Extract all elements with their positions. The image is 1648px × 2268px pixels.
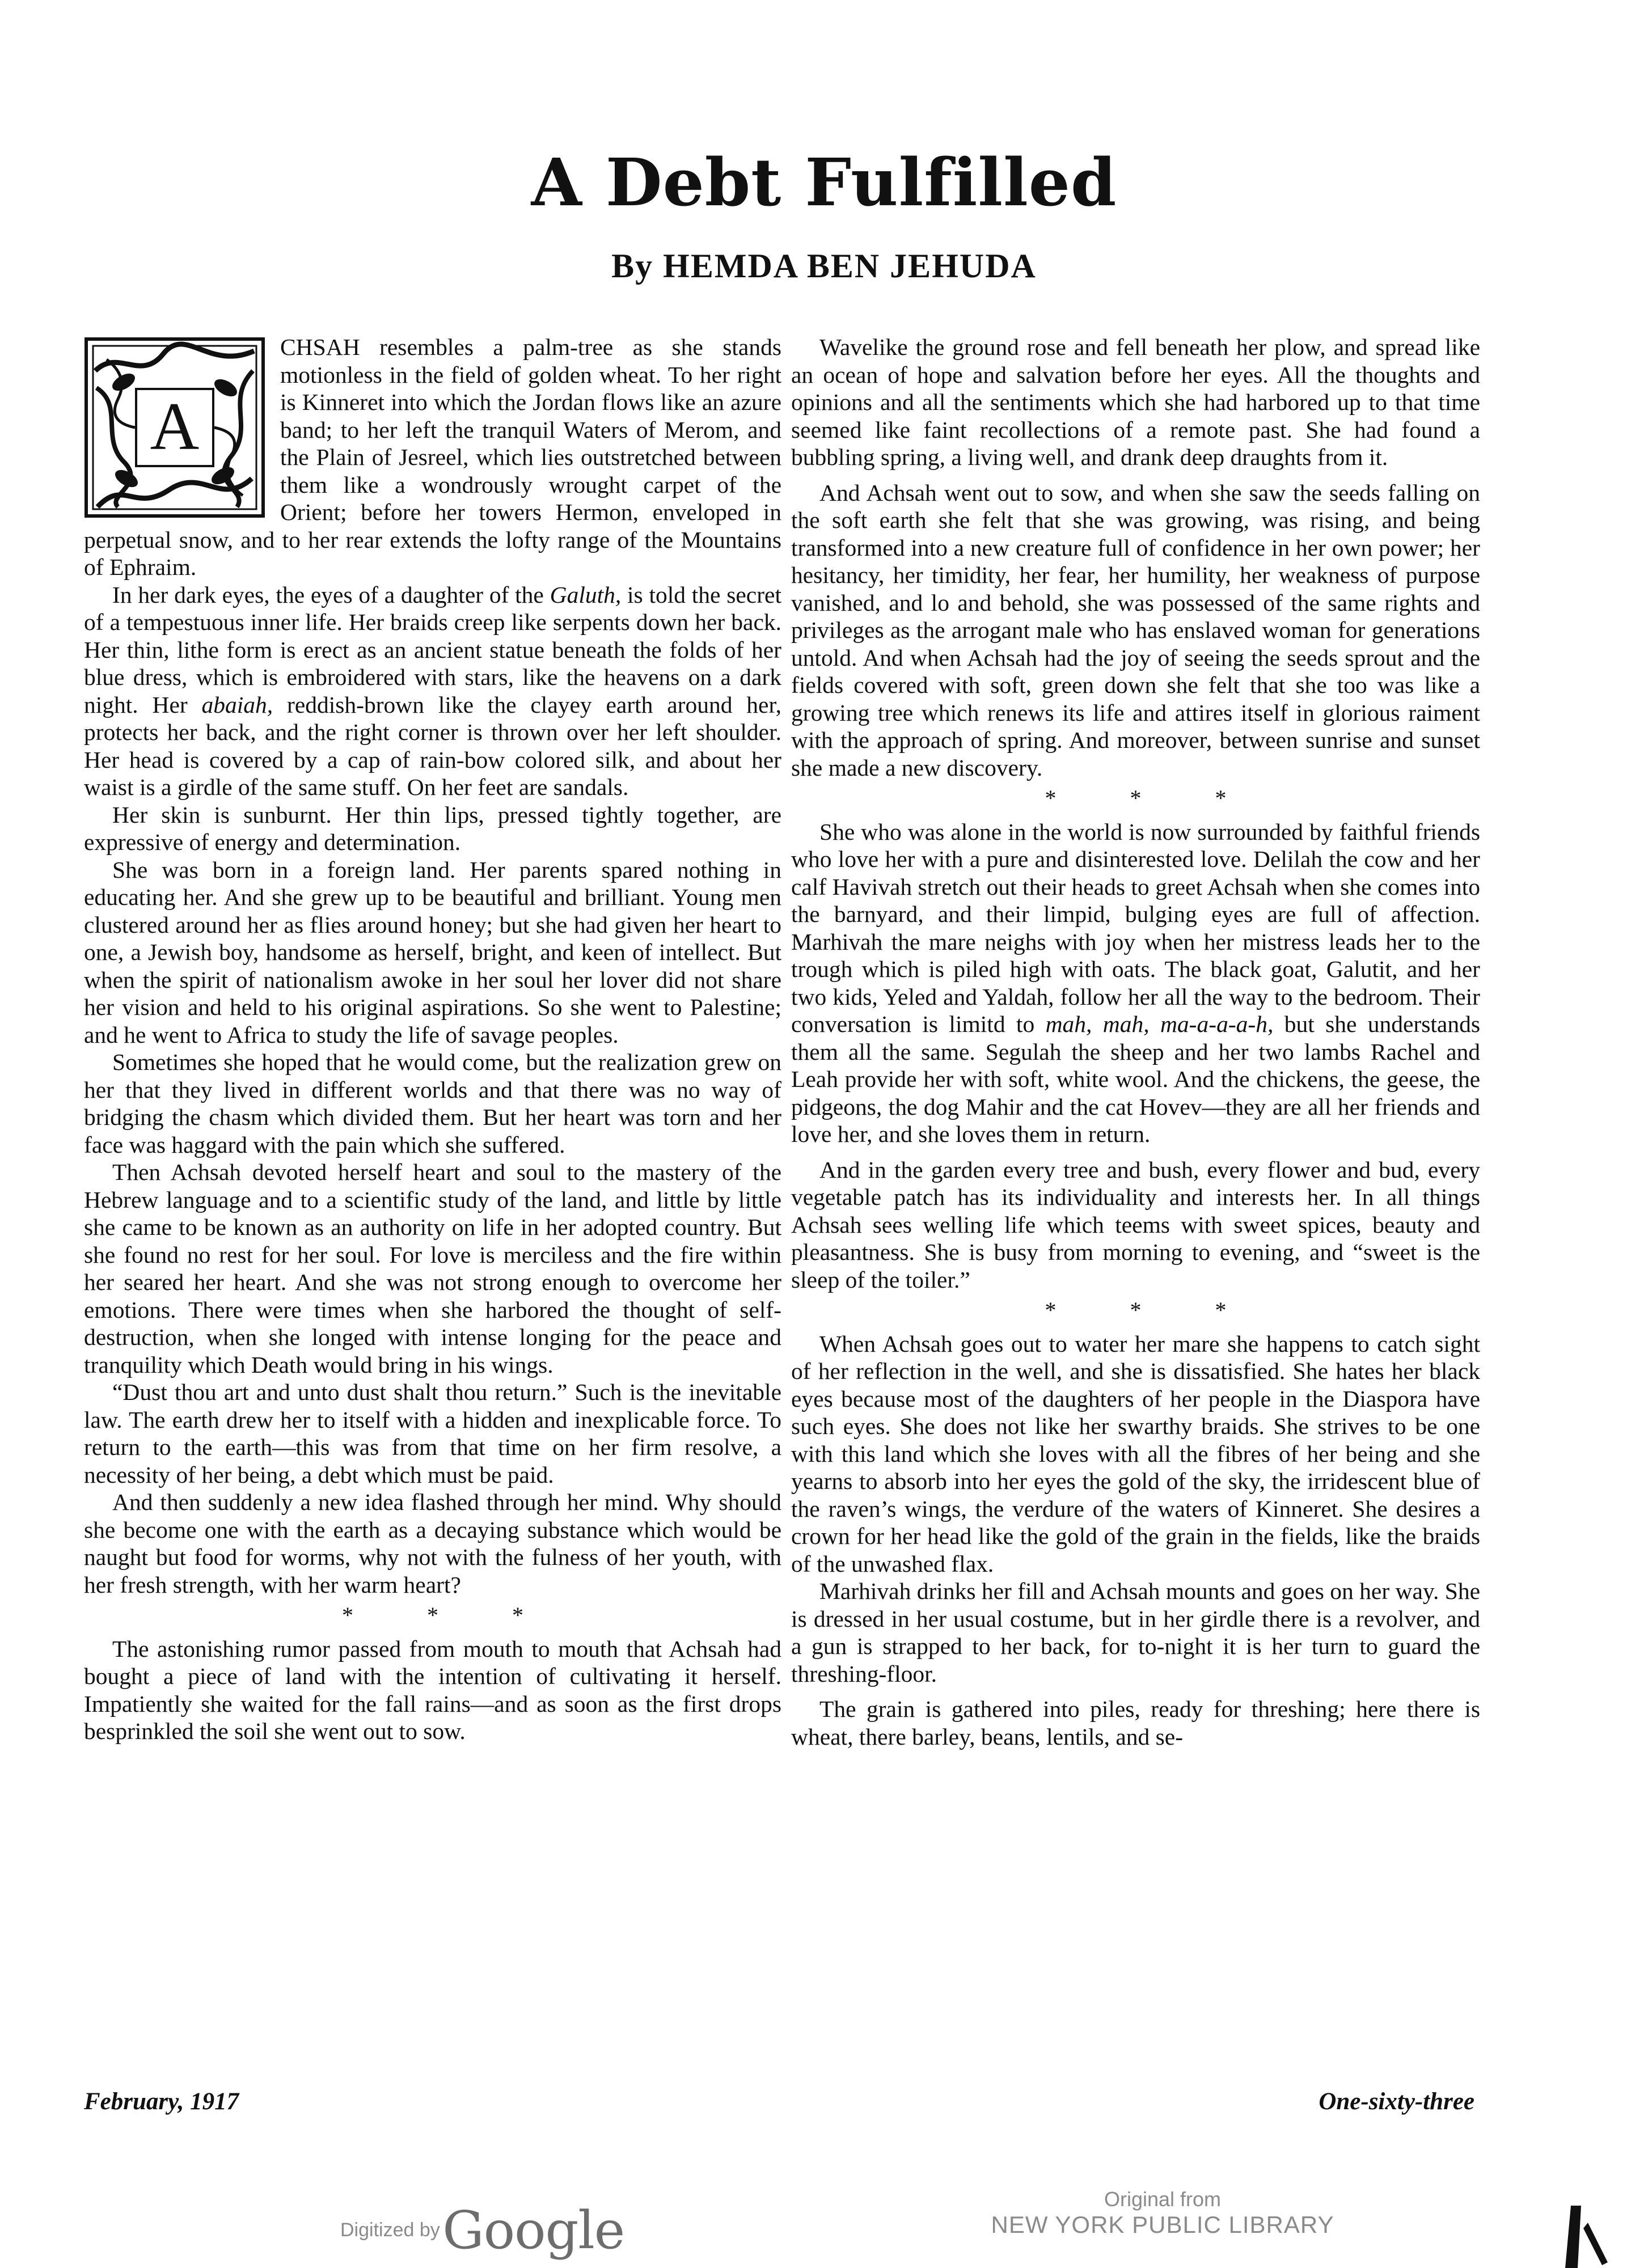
article-byline: By HEMDA BEN JEHUDA [611, 247, 1037, 285]
paragraph: Marhivah drinks her fill and Achsah mounts and goes on her way. She is dressed in her usual costume, but in her girdle there is a revolver, and a gun is strapped to her back, for to-night it is her turn to guard the threshing-floor. [791, 1578, 1480, 1687]
dropcap-letter: A [150, 388, 200, 464]
paragraph [791, 818, 1480, 1148]
paragraph: Sometimes she hoped that he would come, but the realization grew on her that they lived in different worlds and that there was no way of bridging the chasm which divided them. But her heart was torn and her face was haggard with the pain which she suffered. [84, 1049, 781, 1158]
paragraph [84, 581, 781, 801]
right-column [791, 333, 1480, 1750]
library-watermark [964, 2187, 1361, 2239]
text-run: is told the secret of a tempestuous inner life. Her braids creep like serpents down her back. Her thin, lithe form is erect as an ancient statue beneath the folds of her blue dress, which is embroidered with stars, like the heavens on a dark night. Her [84, 581, 781, 718]
italic-term-abaiah: abaiah, [201, 691, 273, 718]
paragraph: The grain is gathered into piles, ready for threshing; here there is wheat, there barley, beans, lentils, and se- [791, 1696, 1480, 1750]
original-from-label: Original from [1104, 2187, 1222, 2211]
section-break: * * * [1045, 1297, 1261, 1323]
library-name: NEW YORK PUBLIC LIBRARY [991, 2211, 1334, 2238]
paragraph: When Achsah goes out to water her mare she happens to catch sight of her reflection in the well, and she is dissatisfied. She hates her black eyes because most of the daughters of her people in the Diaspora have such eyes. She does not like her swarthy braids. She strives to be one with this land which she loves with all the fibres of her being and she yearns to absorb into her eyes the gold of the sky, the irridescent blue of the raven’s wings, the verdure of the waters of Kinneret. She desires a crown for her head like the gold of the grain in the fields, like the braids of the unwashed flax. [791, 1330, 1480, 1577]
paragraph: Her skin is sunburnt. Her thin lips, pressed tightly together, are expressive of energy and determination. [84, 801, 781, 855]
footer-page-number: One-sixty-three [1319, 2088, 1474, 2115]
paragraph: CHSAH resembles a palm-tree as she stands motionless in the field of golden wheat. To her right is Kinneret into which the Jordan flows like an azure band; to her left the tranquil Waters of Merom, and the Plain of Jesreel, which lies outstretched between them like a wondrously wrought carpet of the Orient; before her towers Hermon, enveloped in perpetual snow, and to her rear extends the lofty range of the Mountains of Ephraim. [84, 334, 781, 580]
text-run: In her dark eyes, the eyes of a daughter of the [112, 581, 550, 608]
paragraph: Then Achsah devoted herself heart and soul to the mastery of the Hebrew language and to a scientific study of the land, and little by little she came to be known as an authority on life in her adopted country. But she found no rest for her soul. For love is merciless and the fire within her seared her heart. And she was not strong enough to overcome her emotions. There were times when she harbored the thought of self-destruction, when she longed with intense longing for the peace and tranquility which Death would bring in his wings. [84, 1159, 781, 1378]
text-run: reddish-brown like the clayey earth around her, protects her back, and the right corner is thrown over her left shoulder. Her head is covered by a cap of rain-bow colored silk, and about her waist is a girdle of the same stuff. On her feet are sandals. [84, 691, 781, 800]
paragraph: And Achsah went out to sow, and when she saw the seeds falling on the soft earth she felt that she was growing, was rising, and being transformed into a new creature full of confidence in her own power; her hesitancy, her timidity, her fear, her humility, her weakness of purpose vanished, and lo and behold, she was possessed of the same rights and privileges as the arrogant male who has enslaved woman for generations untold. And when Achsah had the joy of seeing the seeds sprout and the fields covered with soft, green down she felt that she too was like a growing tree which renews its life and attires itself in glorious raiment with the approach of spring. And moreover, between sunrise and sunset she made a new discovery. [791, 479, 1480, 781]
paragraph: Wavelike the ground rose and fell beneath her plow, and spread like an ocean of hope and salvation before her eyes. All the thoughts and opinions and all the sentiments which she had harbored up to that time seemed like faint recollections of a remote past. She had found a bubbling spring, a living well, and drank deep draughts from it. [791, 334, 1480, 470]
google-logo-text: Google [442, 2200, 625, 2261]
left-column [84, 333, 781, 1745]
text-run: but she understands them all the same. Segulah the sheep and her two lambs Rachel and Leah provide her with soft, white wool. And the chickens, the geese, the pidgeons, the dog Mahir and the cat Hovev—they are all her friends and love her, and she loves them in return. [791, 1011, 1480, 1147]
italic-term-galuth: Galuth, [550, 581, 622, 608]
section-break: * * * [1045, 785, 1261, 811]
paragraph: “Dust thou art and unto dust shalt thou return.” Such is the inevitable law. The earth drew her to itself with a hidden and inexplicable force. To return to the earth—this was from that time on her firm resolve, a necessity of her being, a debt which must be paid. [84, 1379, 781, 1488]
dropcap-ornament-icon [84, 337, 265, 518]
digitized-watermark [340, 2200, 625, 2261]
footer-date: February, 1917 [84, 2088, 239, 2115]
article-title: A Debt Fulfilled [531, 145, 1117, 221]
page-edge-mark-icon [1548, 2200, 1611, 2268]
italic-goat-sound: mah, mah, ma-a-a-a-h, [1045, 1011, 1274, 1037]
digitized-label: Digitized by [340, 2219, 440, 2241]
paragraph: She was born in a foreign land. Her parents spared nothing in educating her. And she grew up to be beautiful and brilliant. Young men clustered around her as flies around honey; but she had given her heart to one, a Jewish boy, handsome as herself, bright, and keen of intellect. But when the spirit of nationalism awoke in her soul her lover did not share her vision and held to his original aspirations. So she went to Palestine; and he went to Africa to study the life of savage peoples. [84, 856, 781, 1048]
section-break: * * * [342, 1602, 557, 1628]
paragraph: The astonishing rumor passed from mouth to mouth that Achsah had bought a piece of land with the intention of cultivating it herself. Impatiently she waited for the fall rains—and as soon as the first drops besprinkled the soil she went out to sow. [84, 1635, 781, 1744]
paragraph: And in the garden every tree and bush, every flower and bud, every vegetable patch has its individuality and interests her. In all things Achsah sees welling life which teems with sweet spices, beauty and pleasantness. She is busy from morning to evening, and “sweet is the sleep of the toiler.” [791, 1156, 1480, 1293]
text-run: She who was alone in the world is now surrounded by faithful friends who love her with a pure and disinterested love. Delilah the cow and her calf Havivah stretch out their heads to greet Achsah when she comes into the barnyard, and their limpid, bulging eyes are full of affection. Marhivah the mare neighs with joy when her mistress leads her to the trough which is piled high with oats. The black goat, Galutit, and her two kids, Yeled and Yaldah, follow her all the way to the bedroom. Their conversation is limitd to [791, 818, 1480, 1037]
ornamental-dropcap [84, 337, 265, 518]
paragraph: And then suddenly a new idea flashed through her mind. Why should she become one with the earth as a decaying substance which would be naught but food for worms, why not with the fulness of her youth, with her fresh strength, with her warm heart? [84, 1489, 781, 1598]
